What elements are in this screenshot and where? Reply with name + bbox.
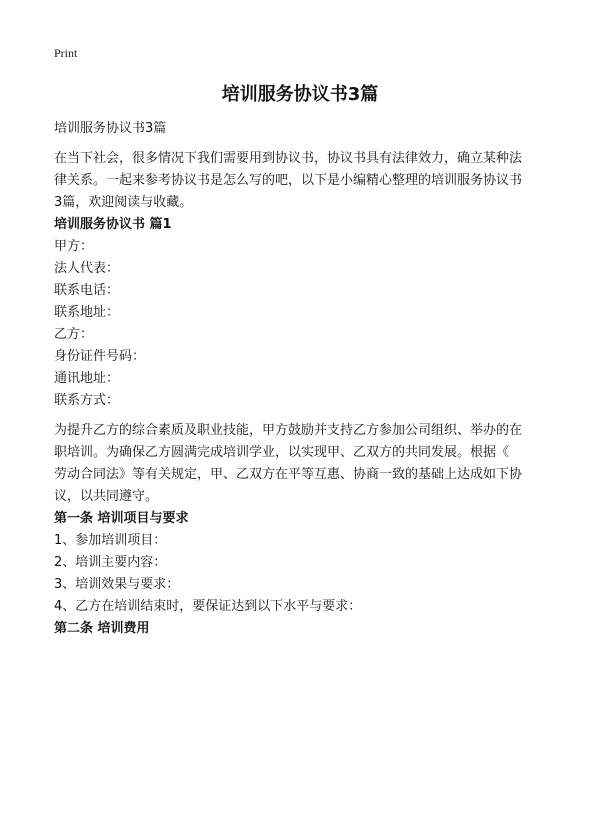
preamble-line: 职培训。为确保乙方圆满完成培训学业，以实现甲、乙双方的共同发展。根据《 [54, 445, 510, 460]
field-legal-rep: 法人代表： [54, 261, 120, 276]
document-subtitle: 培训服务协议书3篇 [54, 121, 167, 136]
intro-line: 律关系。一起来参考协议书是怎么写的吧，以下是小编精心整理的培训服务协议书 [54, 173, 523, 188]
field-party-a: 甲方： [54, 239, 94, 254]
field-party-b: 乙方： [54, 327, 94, 342]
preamble-paragraph [54, 420, 554, 508]
intro-line: 3篇，欢迎阅读与收藏。 [54, 195, 193, 210]
intro-paragraph [54, 148, 554, 214]
document-body [54, 118, 554, 640]
field-address: 联系地址： [54, 305, 120, 320]
field-contact: 联系方式： [54, 393, 120, 408]
print-link[interactable]: Print [54, 46, 78, 60]
field-mailing-address: 通讯地址： [54, 371, 120, 386]
preamble-line: 劳动合同法》等有关规定，甲、乙双方在平等互惠、协商一致的基础上达成如下协 [54, 467, 523, 482]
preamble-line: 议，以共同遵守。 [54, 489, 159, 504]
document-title: 培训服务协议书3篇 [221, 84, 379, 105]
preamble-line: 为提升乙方的综合素质及职业技能，甲方鼓励并支持乙方参加公司组织、举办的在 [54, 423, 523, 438]
article1-item: 4、乙方在培训结束时，要保证达到以下水平与要求： [54, 599, 362, 614]
intro-line: 在当下社会，很多情况下我们需要用到协议书，协议书具有法律效力，确立某种法 [54, 151, 523, 166]
field-phone: 联系电话： [54, 283, 120, 298]
article2-heading: 第二条 培训费用 [54, 621, 150, 636]
field-id-number: 身份证件号码： [54, 349, 146, 364]
article1-heading: 第一条 培训项目与要求 [54, 511, 189, 526]
article1-item: 2、培训主要内容： [54, 555, 167, 570]
section1-heading: 培训服务协议书 篇1 [54, 217, 172, 232]
article1-item: 3、培训效果与要求： [54, 577, 180, 592]
article1-item: 1、参加培训项目： [54, 533, 167, 548]
